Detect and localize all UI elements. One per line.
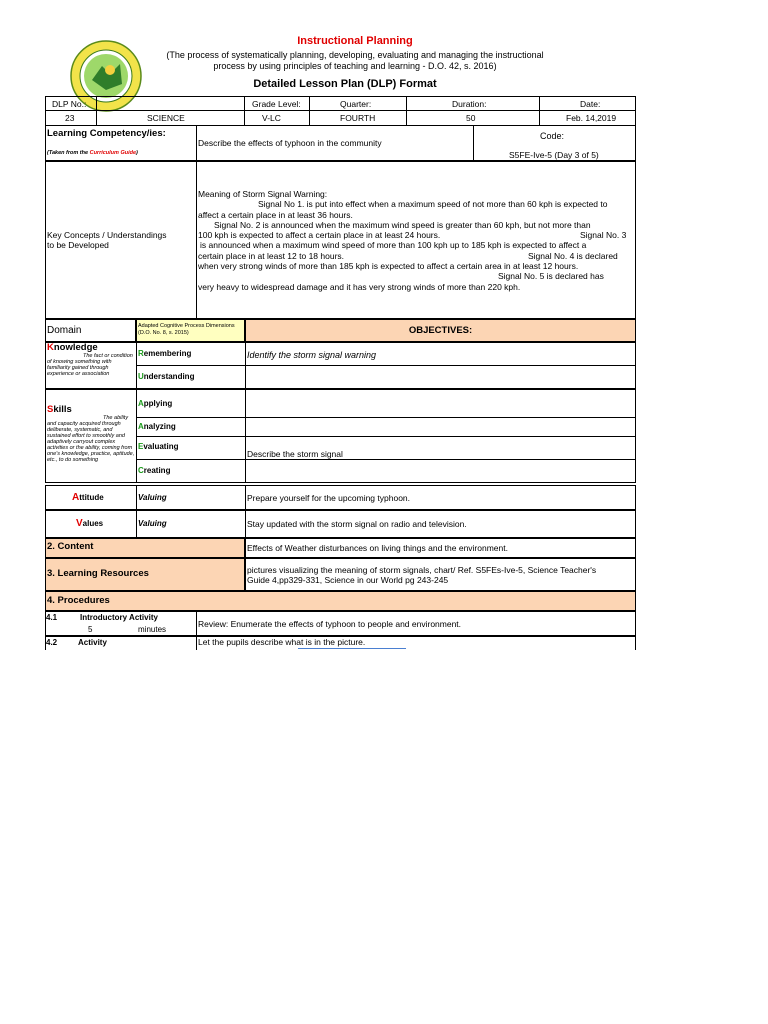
skills-cap: S [47,404,54,415]
creating-cap: C [138,466,144,475]
activity-number: 4.2 [46,638,58,647]
attitude-cap: A [72,492,80,503]
kc-line-group [198,230,636,240]
values-cap: V [76,518,83,529]
knowledge-label [47,343,98,353]
skills-label [47,405,72,415]
analyzing-label [138,422,176,432]
subject-value: SCIENCE [147,113,185,123]
dlp-no-label: DLP No.: [52,99,87,109]
kc-line: Signal No. 2 is announced when the maximum wind speed is greater than 60 kph, but not more than [214,219,591,230]
analyzing-rest: nalyzing [143,422,176,431]
dlp-no-value: 23 [65,113,75,123]
kc-line: certain place in at least 12 to 18 hours. [198,250,345,261]
kc-line: affect a certain place in at least 36 hours. [198,209,353,220]
duration-label: Duration: [452,99,487,109]
skills-hline [136,436,636,437]
objectives-label: OBJECTIVES: [408,325,473,336]
remembering-objective: Identify the storm signal warning [247,350,377,360]
kc-line: very heavy to widespread damage and it has very strong winds of more than 220 kph. [198,281,521,292]
info-vline [406,96,407,126]
attitude-label [72,493,104,503]
remembering-rest: emembering [143,349,192,358]
introductory-minutes-label: minutes [138,625,167,634]
introductory-label: Introductory Activity [80,613,158,622]
procedures-label: 4. Procedures [47,595,110,606]
code-label: Code: [540,131,565,141]
activity-vline [196,636,197,650]
introductory-minutes-number: 5 [88,625,93,634]
competency-vline [196,125,197,161]
applying-label [138,399,172,409]
skills-hline [136,417,636,418]
info-vline [309,96,310,126]
duration-value: 50 [466,113,476,123]
remembering-cap: R [138,349,144,358]
kc-line: Signal No. 5 is declared has [498,271,604,282]
grade-level-value: V-LC [262,113,281,123]
adapted-dimensions-label: Adapted Cognitive Process Dimensions (D.O. No. 8, s. 2015) [138,323,235,336]
knowledge-rest: nowledge [53,342,98,353]
competency-source-suffix: ) [136,150,138,156]
info-vline [539,96,540,126]
understanding-rest: nderstanding [143,372,195,381]
competency-text: Describe the effects of typhoon in the community [198,138,382,148]
subtitle-line-1: (The process of systematically planning, developing, evaluating and managing the instructional [166,50,544,60]
skills-rest: kills [53,404,72,415]
understanding-label [138,372,194,382]
skills-hline [136,459,636,460]
key-concepts-label [47,230,167,250]
resources-line-1: pictures visualizing the meaning of storm signals, chart/ Ref. S5FEs-Ive-5, Science Teacher's [247,565,597,575]
applying-rest: pplying [143,399,173,408]
kc-line: 100 kph is expected to affect a certain place in at least 24 hours. [198,230,441,241]
values-level: Valuing [138,519,167,528]
kc-line: Meaning of Storm Signal Warning: [198,189,328,199]
kc-line: Signal No. 3 [580,230,627,241]
date-label: Date: [580,99,601,109]
remembering-label [138,349,191,359]
creating-rest: reating [143,466,171,475]
competency-source-prefix: (Taken from the [47,150,90,156]
evaluating-objective: Describe the storm signal [247,449,343,459]
content-text: Effects of Weather disturbances on living things and the environment. [247,543,508,553]
values-rest: alues [82,519,104,528]
knowledge-hline [136,365,636,366]
resources-label: 3. Learning Resources [47,568,149,579]
resources-line-2: Guide 4,pp329-331, Science in our World pg 243-245 [247,575,449,585]
procedures-header-cell [45,591,636,611]
attitude-objective: Prepare yourself for the upcoming typhoon. [247,493,411,503]
code-value: S5FE-Ive-5 (Day 3 of 5) [509,150,599,160]
key-concepts-label-1: Key Concepts / Understandings [47,230,167,240]
key-concepts-label-2: to be Developed [47,240,109,250]
competency-label: Learning Competency/ies: [47,128,166,139]
competency-vline [473,125,474,161]
key-concepts-vline [196,161,197,319]
competency-source [47,150,138,156]
understanding-cap: U [138,372,144,381]
skills-description: The ability and capacity acquired through deliberate, systematic, and sustained effort to smoothly and adaptively carryout complex activities or the ability, coming from one's knowledge, practice, aptitude, etc., to do something [47,415,135,463]
content-label: 2. Content [47,541,94,552]
info-vline [244,96,245,126]
creating-label [138,466,170,476]
evaluating-label [138,442,178,452]
grade-level-label: Grade Level: [252,99,301,109]
attitude-level: Valuing [138,493,167,502]
instructional-planning-title: Instructional Planning [297,35,413,47]
knowledge-cap: K [47,342,54,353]
date-value: Feb. 14,2019 [566,113,617,123]
values-label [76,519,103,529]
knowledge-description: The fact or condition of knowing something with familiarity gained through experience or association [47,353,133,377]
attitude-vline [245,485,246,510]
info-divider [45,110,636,111]
introductory-number: 4.1 [46,613,58,622]
picture-placeholder-edge [298,648,406,649]
evaluating-rest: valuating [143,442,179,451]
dlp-format-title: Detailed Lesson Plan (DLP) Format [253,78,437,90]
kc-line: Signal No 1. is put into effect when a maximum speed of not more than 60 kph is expected to [258,199,608,210]
introductory-vline [196,611,197,636]
resources-text [247,565,635,585]
instructional-planning-subtitle [130,50,580,72]
key-concepts-text [198,189,636,292]
info-vline [96,96,97,126]
attitude-rest: ttitude [79,493,104,502]
introductory-text: Review: Enumerate the effects of typhoon to people and environment. [198,619,462,629]
quarter-value: FOURTH [340,113,376,123]
kc-line: is announced when a maximum wind speed of more than 100 kph up to 185 kph is expected to affect a [200,240,587,251]
values-objective: Stay updated with the storm signal on radio and television. [247,519,467,529]
values-vline [136,510,137,538]
kc-line: Signal No. 4 is declared [528,250,618,261]
subtitle-line-2: process by using principles of teaching and learning - D.O. 42, s. 2016) [213,61,497,71]
kc-line: when very strong winds of more than 185 kph is expected to affect a certain area in at least 12 hours. [198,261,579,272]
attitude-vline [136,485,137,510]
applying-cap: A [138,399,144,408]
values-vline [245,510,246,538]
kc-line-group [198,251,636,261]
activity-text: Let the pupils describe what is in the picture. [198,637,366,647]
evaluating-cap: E [138,442,144,451]
curriculum-guide-link: Curriculum Guide [89,150,137,156]
activity-label: Activity [78,638,107,647]
domain-label: Domain [47,325,82,336]
quarter-label: Quarter: [340,99,372,109]
analyzing-cap: A [138,422,144,431]
